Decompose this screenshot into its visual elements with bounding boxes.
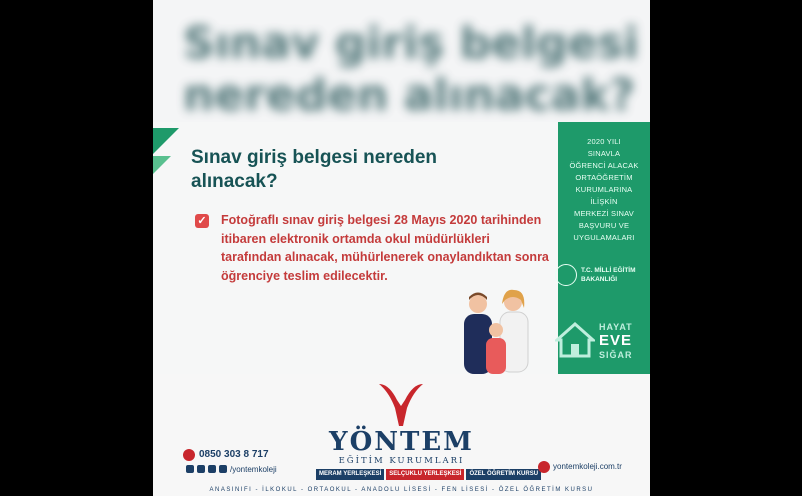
globe-icon — [538, 461, 550, 473]
yontem-logo-icon — [375, 382, 427, 430]
campus-badge: SELÇUKLU YERLEŞKESİ — [386, 469, 464, 480]
slogan-sigar: SIĞAR — [599, 350, 633, 360]
campus-list — [316, 469, 541, 480]
phone-number[interactable]: 0850 303 8 717 — [199, 449, 269, 460]
panel-line: BAŞVURU VE — [578, 221, 630, 230]
panel-line: SINAVLA — [587, 149, 621, 158]
phone-icon — [183, 449, 195, 461]
post-card — [153, 0, 650, 496]
youtube-icon[interactable] — [219, 465, 227, 473]
campus-badge: MERAM YERLEŞKESİ — [316, 469, 384, 480]
panel-line: ORTAÖĞRETİM — [575, 173, 633, 182]
checkbox-icon: ✓ — [195, 214, 209, 228]
ministry-label — [581, 266, 636, 284]
slogan-eve: EVE — [599, 332, 633, 349]
brand-name: YÖNTEM — [329, 427, 474, 457]
instagram-icon[interactable] — [197, 465, 205, 473]
social-handle[interactable]: /yontemkoleji — [230, 465, 277, 474]
slogan-hayat: HAYAT — [599, 322, 633, 332]
ministry-seal-icon — [555, 264, 577, 286]
panel-text — [558, 136, 650, 244]
panel-line: KURUMLARINA — [575, 185, 633, 194]
social-icons — [186, 465, 227, 473]
campus-badge: ÖZEL ÖĞRETİM KURSU — [466, 469, 541, 480]
brand-subtitle: EĞİTİM KURUMLARI — [338, 456, 465, 466]
twitter-icon[interactable] — [208, 465, 216, 473]
website-link[interactable]: yontemkoleji.com.tr — [553, 462, 622, 471]
family-illustration — [458, 284, 538, 374]
blurred-heading: Sınav giriş belgesi nereden alınacak? — [183, 18, 639, 121]
panel-line: UYGULAMALARI — [573, 233, 635, 242]
panel-line: ÖĞRENCİ ALACAK — [569, 161, 639, 170]
corner-accent-light — [153, 156, 171, 174]
panel-line: İLİŞKİN — [590, 197, 618, 206]
corner-accent — [153, 128, 179, 154]
question-title: Sınav giriş belgesi nereden alınacak? — [191, 147, 438, 192]
ministry-line: T.C. MİLLİ EĞİTİM — [581, 267, 636, 274]
panel-line: MERKEZİ SINAV — [574, 209, 634, 218]
facebook-icon[interactable] — [186, 465, 194, 473]
ministry-line: BAKANLIĞI — [581, 276, 618, 283]
education-levels: ANASINIFI - İLKOKUL - ORTAOKUL - ANADOLU LİSESİ - FEN LİSESİ - ÖZEL ÖĞRETİM KURSU — [209, 487, 594, 493]
panel-line: 2020 YILI — [587, 137, 621, 146]
answer-text: Fotoğraflı sınav giriş belgesi 28 Mayıs 2020 tarihinden itibaren elektronik ortamda okul müdürlükleri tarafından alınacak, mühürlenerek onaylandıktan sonra öğrenciye teslim edilecektir. — [221, 213, 549, 283]
house-icon — [555, 322, 595, 358]
